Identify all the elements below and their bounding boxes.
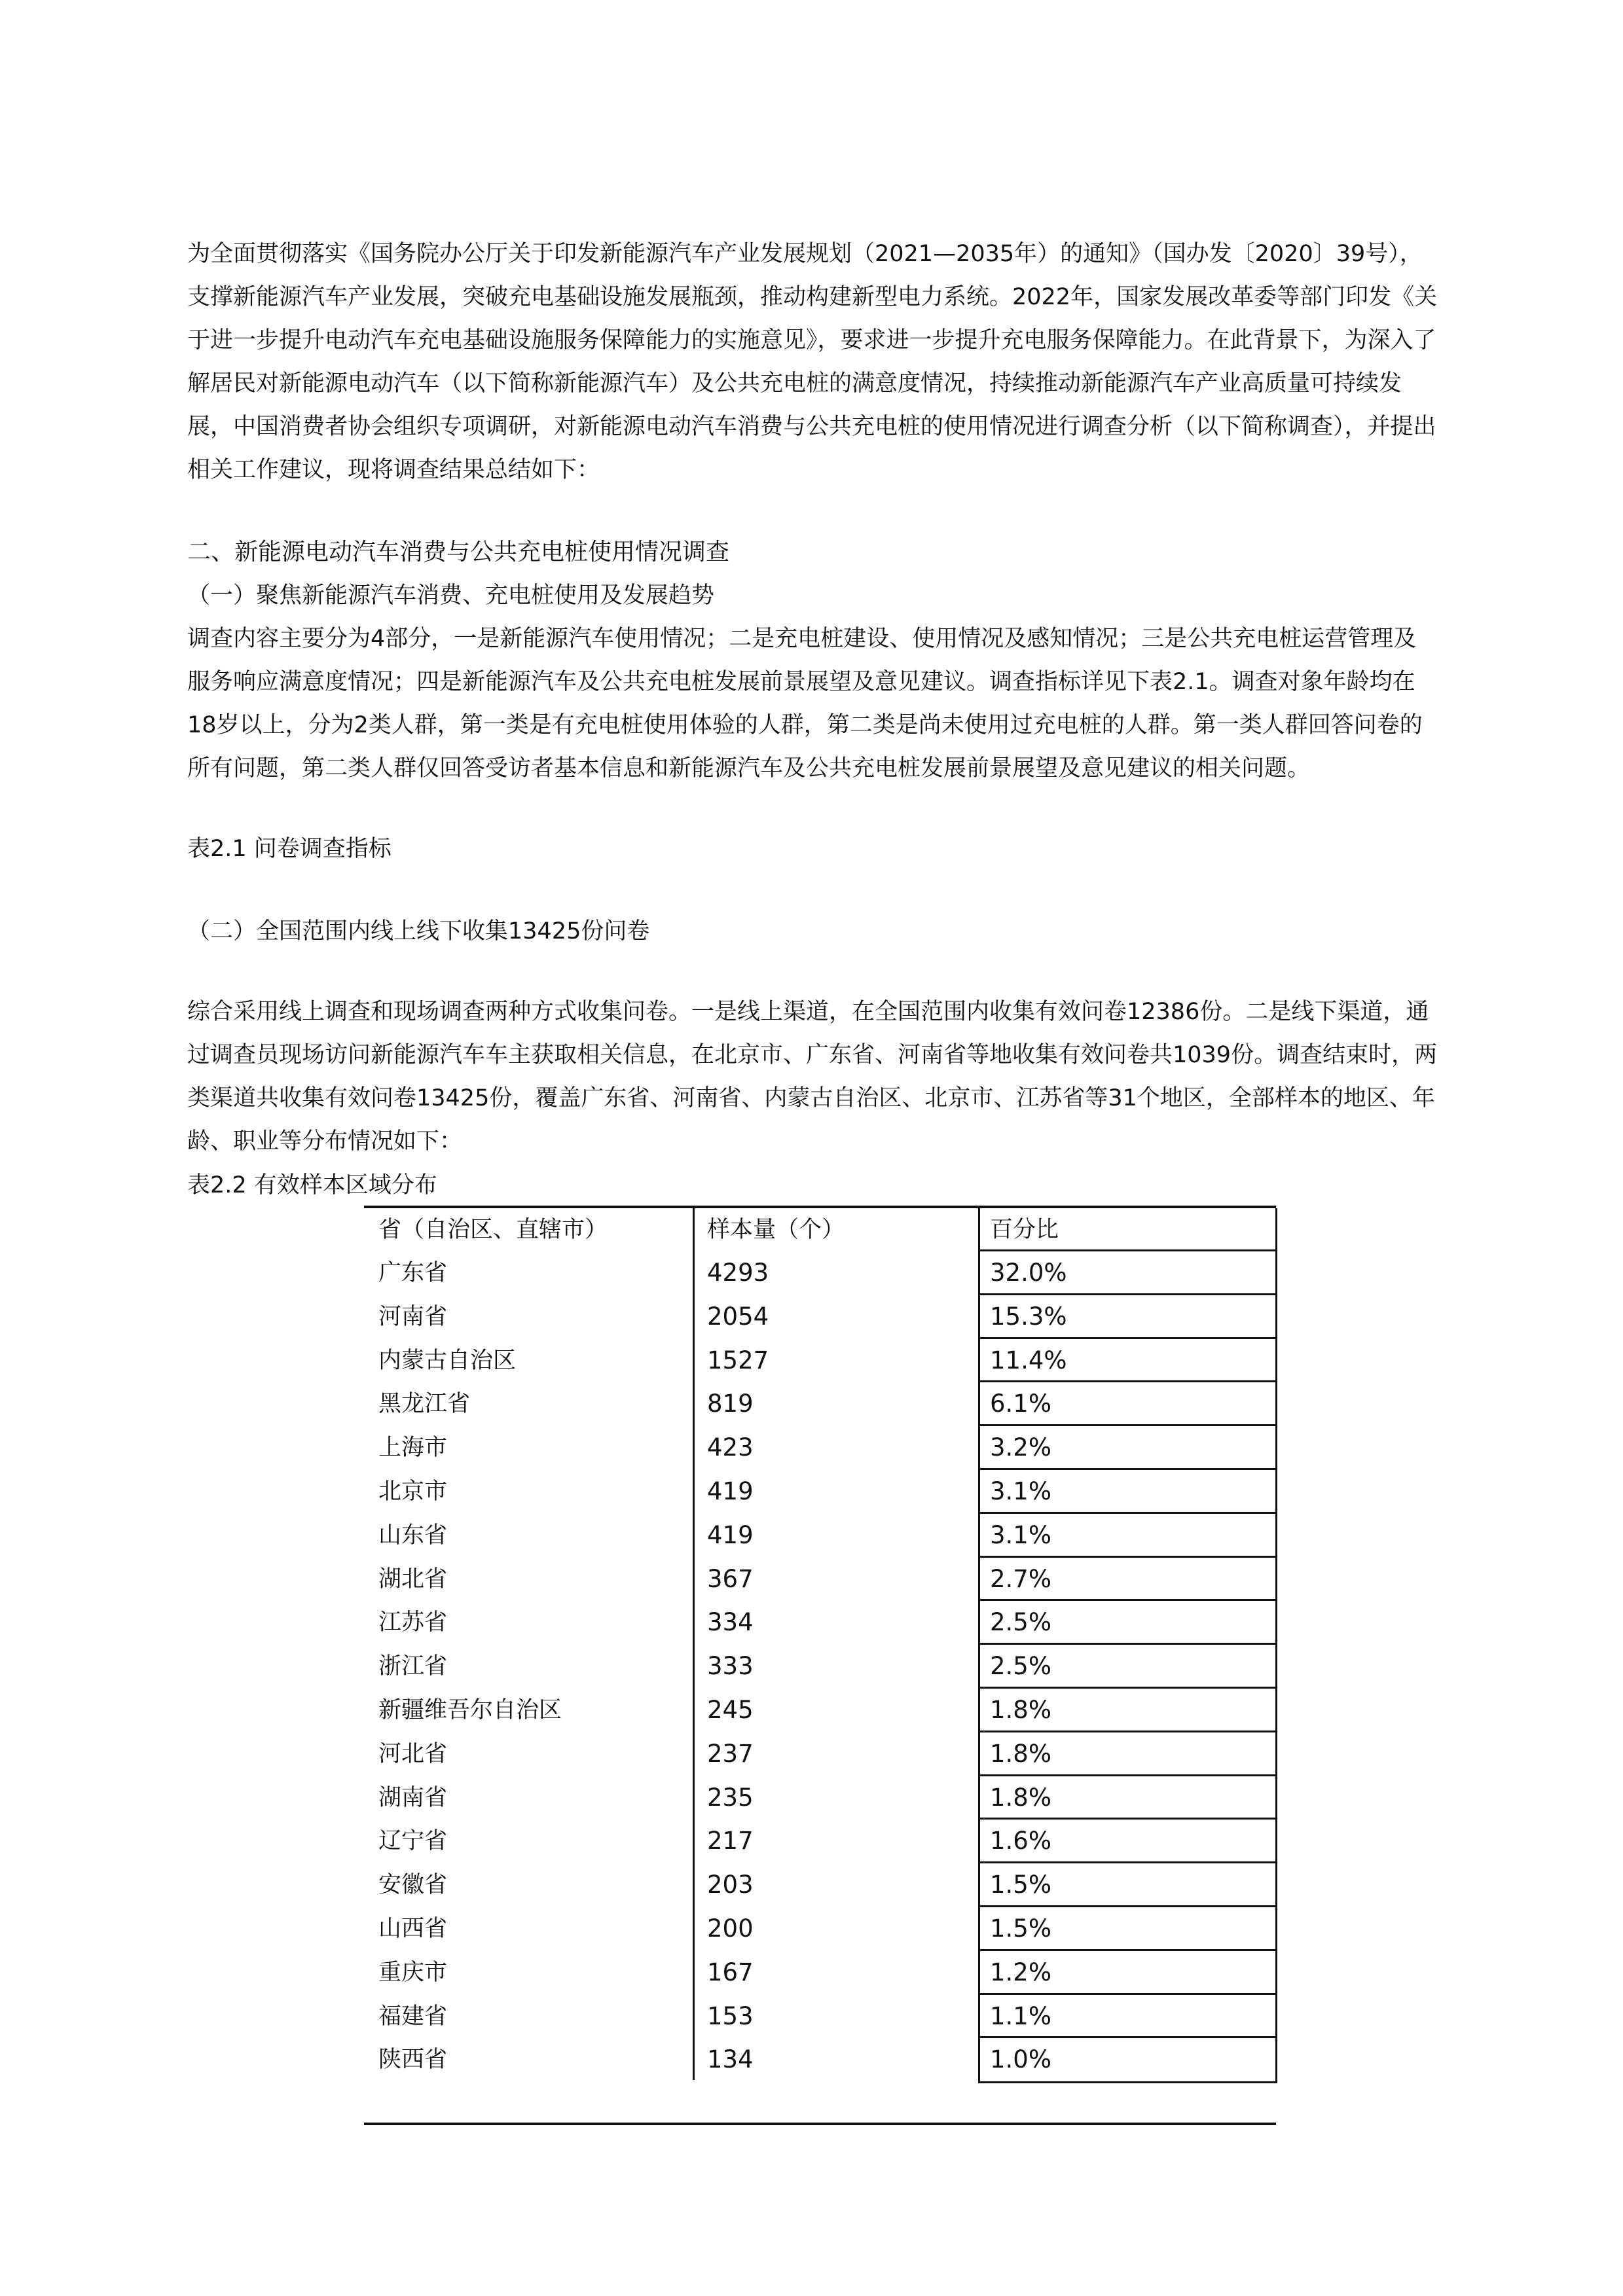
table-cell-count: 419 [707, 1477, 754, 1505]
table-cell-percent: 1.0% [990, 2045, 1051, 2074]
table-header-count: 样本量（个） [707, 1217, 845, 1243]
table-cell-count: 245 [707, 1696, 754, 1724]
table-cell-region: 内蒙古自治区 [378, 1347, 517, 1374]
table-cell-region: 上海市 [378, 1435, 448, 1462]
table-cell-percent: 1.5% [990, 1914, 1051, 1943]
table-cell-region: 河北省 [378, 1740, 448, 1767]
table-cell-count: 237 [707, 1739, 754, 1768]
table-cell-percent: 15.3% [990, 1302, 1067, 1331]
table-2-2-caption: 表2.2 有效样本区域分布 [187, 1172, 437, 1198]
subsection-1-title: （一）聚焦新能源汽车消费、充电桩使用及发展趋势 [187, 583, 715, 609]
subsection-2-body: 综合采用线上调查和现场调查两种方式收集问卷。一是线上渠道，在全国范围内收集有效问卷12386份。二是线下渠道，通过调查员现场访问新能源汽车车主获取相关信息，在北京市、广东省、河南省等地收集有效问卷共1039份。调查结束时，两类渠道共收集有效问卷13425份，覆盖广东省、河南省、内蒙古自治区、北京市、江苏省等31个地区，全部样本的地区、年龄、职业等分布情况如下： [187, 999, 1438, 1155]
table-cell-percent: 11.4% [990, 1346, 1067, 1374]
table-cell-region: 重庆市 [378, 1959, 448, 1986]
table-cell-region: 江苏省 [378, 1609, 448, 1636]
table-cell-region: 辽宁省 [378, 1828, 448, 1855]
table-cell-percent: 3.2% [990, 1433, 1051, 1462]
table-cell-percent: 6.1% [990, 1390, 1051, 1418]
table-cell-region: 北京市 [378, 1479, 448, 1505]
subsection-2-title: （二）全国范围内线上线下收集13425份问卷 [187, 918, 650, 944]
table-cell-percent: 1.5% [990, 1871, 1051, 1899]
table-cell-region: 安徽省 [378, 1872, 448, 1899]
table-header-percent: 百分比 [990, 1217, 1059, 1243]
table-cell-count: 4293 [707, 1259, 769, 1287]
table-cell-region: 山西省 [378, 1916, 448, 1942]
table-cell-region: 黑龙江省 [378, 1391, 471, 1418]
table-cell-region: 山东省 [378, 1522, 448, 1549]
table-2-1-caption: 表2.1 问卷调查指标 [187, 836, 392, 862]
table-cell-count: 367 [707, 1564, 754, 1593]
table-cell-region: 福建省 [378, 2003, 448, 2030]
table-cell-percent: 1.8% [990, 1739, 1051, 1768]
table-cell-count: 419 [707, 1520, 754, 1549]
table-cell-percent: 1.6% [990, 1827, 1051, 1856]
table-cell-count: 819 [707, 1390, 754, 1418]
table-cell-count: 235 [707, 1783, 754, 1812]
table-cell-count: 423 [707, 1433, 754, 1462]
table-cell-percent: 2.7% [990, 1564, 1051, 1593]
table-cell-region: 广东省 [378, 1260, 448, 1286]
table-cell-count: 2054 [707, 1302, 769, 1331]
table-cell-count: 333 [707, 1652, 754, 1681]
table-cell-count: 167 [707, 1958, 754, 1986]
section-2-title: 二、新能源电动汽车消费与公共充电桩使用情况调查 [187, 539, 730, 565]
table-cell-percent: 32.0% [990, 1259, 1067, 1287]
table-cell-percent: 1.2% [990, 1958, 1051, 1986]
table-cell-count: 134 [707, 2045, 754, 2074]
table-cell-count: 153 [707, 2001, 754, 2030]
table-cell-region: 浙江省 [378, 1653, 448, 1680]
table-cell-percent: 2.5% [990, 1608, 1051, 1637]
table-cell-percent: 1.8% [990, 1783, 1051, 1812]
table-cell-count: 203 [707, 1871, 754, 1899]
table-column-divider [693, 1208, 695, 2080]
table-cell-count: 1527 [707, 1346, 769, 1374]
table-cell-count: 200 [707, 1914, 754, 1943]
table-cell-percent: 1.1% [990, 2001, 1051, 2030]
table-cell-region: 新疆维吾尔自治区 [378, 1697, 562, 1723]
table-cell-percent: 3.1% [990, 1520, 1051, 1549]
table-header-region: 省（自治区、直辖市） [378, 1217, 608, 1243]
table-cell-count: 334 [707, 1608, 754, 1637]
intro-paragraph: 为全面贯彻落实《国务院办公厅关于印发新能源汽车产业发展规划（2021—2035年）的通知》（国办发〔2020〕39号），支撑新能源汽车产业发展，突破充电基础设施发展瓶颈，推动构建新型电力系统。2022年，国家发展改革委等部门印发《关于进一步提升电动汽车充电基础设施服务保障能力的实施意见》，要求进一步提升充电服务保障能力。在此背景下，为深入了解居民对新能源电动汽车（以下简称新能源汽车）及公共充电桩的满意度情况，持续推动新能源汽车产业高质量可持续发展，中国消费者协会组织专项调研，对新能源电动汽车消费与公共充电桩的使用情况进行调查分析（以下简称调查），并提出相关工作建议，现将调查结果总结如下： [187, 241, 1438, 483]
table-cell-region: 湖北省 [378, 1566, 448, 1592]
table-cell-percent: 2.5% [990, 1652, 1051, 1681]
subsection-1-body: 调查内容主要分为4部分，一是新能源汽车使用情况；二是充电桩建设、使用情况及感知情况；三是公共充电桩运营管理及服务响应满意度情况；四是新能源汽车及公共充电桩发展前景展望及意见建议。调查指标详见下表2.1。调查对象年龄均在18岁以上，分为2类人群，第一类是有充电桩使用体验的人群，第二类是尚未使用过充电桩的人群。第一类人群回答问卷的所有问题，第二类人群仅回答受访者基本信息和新能源汽车及公共充电桩发展前景展望及意见建议的相关问题。 [187, 626, 1423, 781]
table-cell-region: 湖南省 [378, 1784, 448, 1811]
table-cell-percent: 1.8% [990, 1696, 1051, 1724]
table-bottom-rule [364, 2123, 1276, 2125]
table-cell-count: 217 [707, 1827, 754, 1856]
table-cell-region: 陕西省 [378, 2047, 448, 2073]
table-cell-region: 河南省 [378, 1303, 448, 1330]
table-cell-percent: 3.1% [990, 1477, 1051, 1505]
